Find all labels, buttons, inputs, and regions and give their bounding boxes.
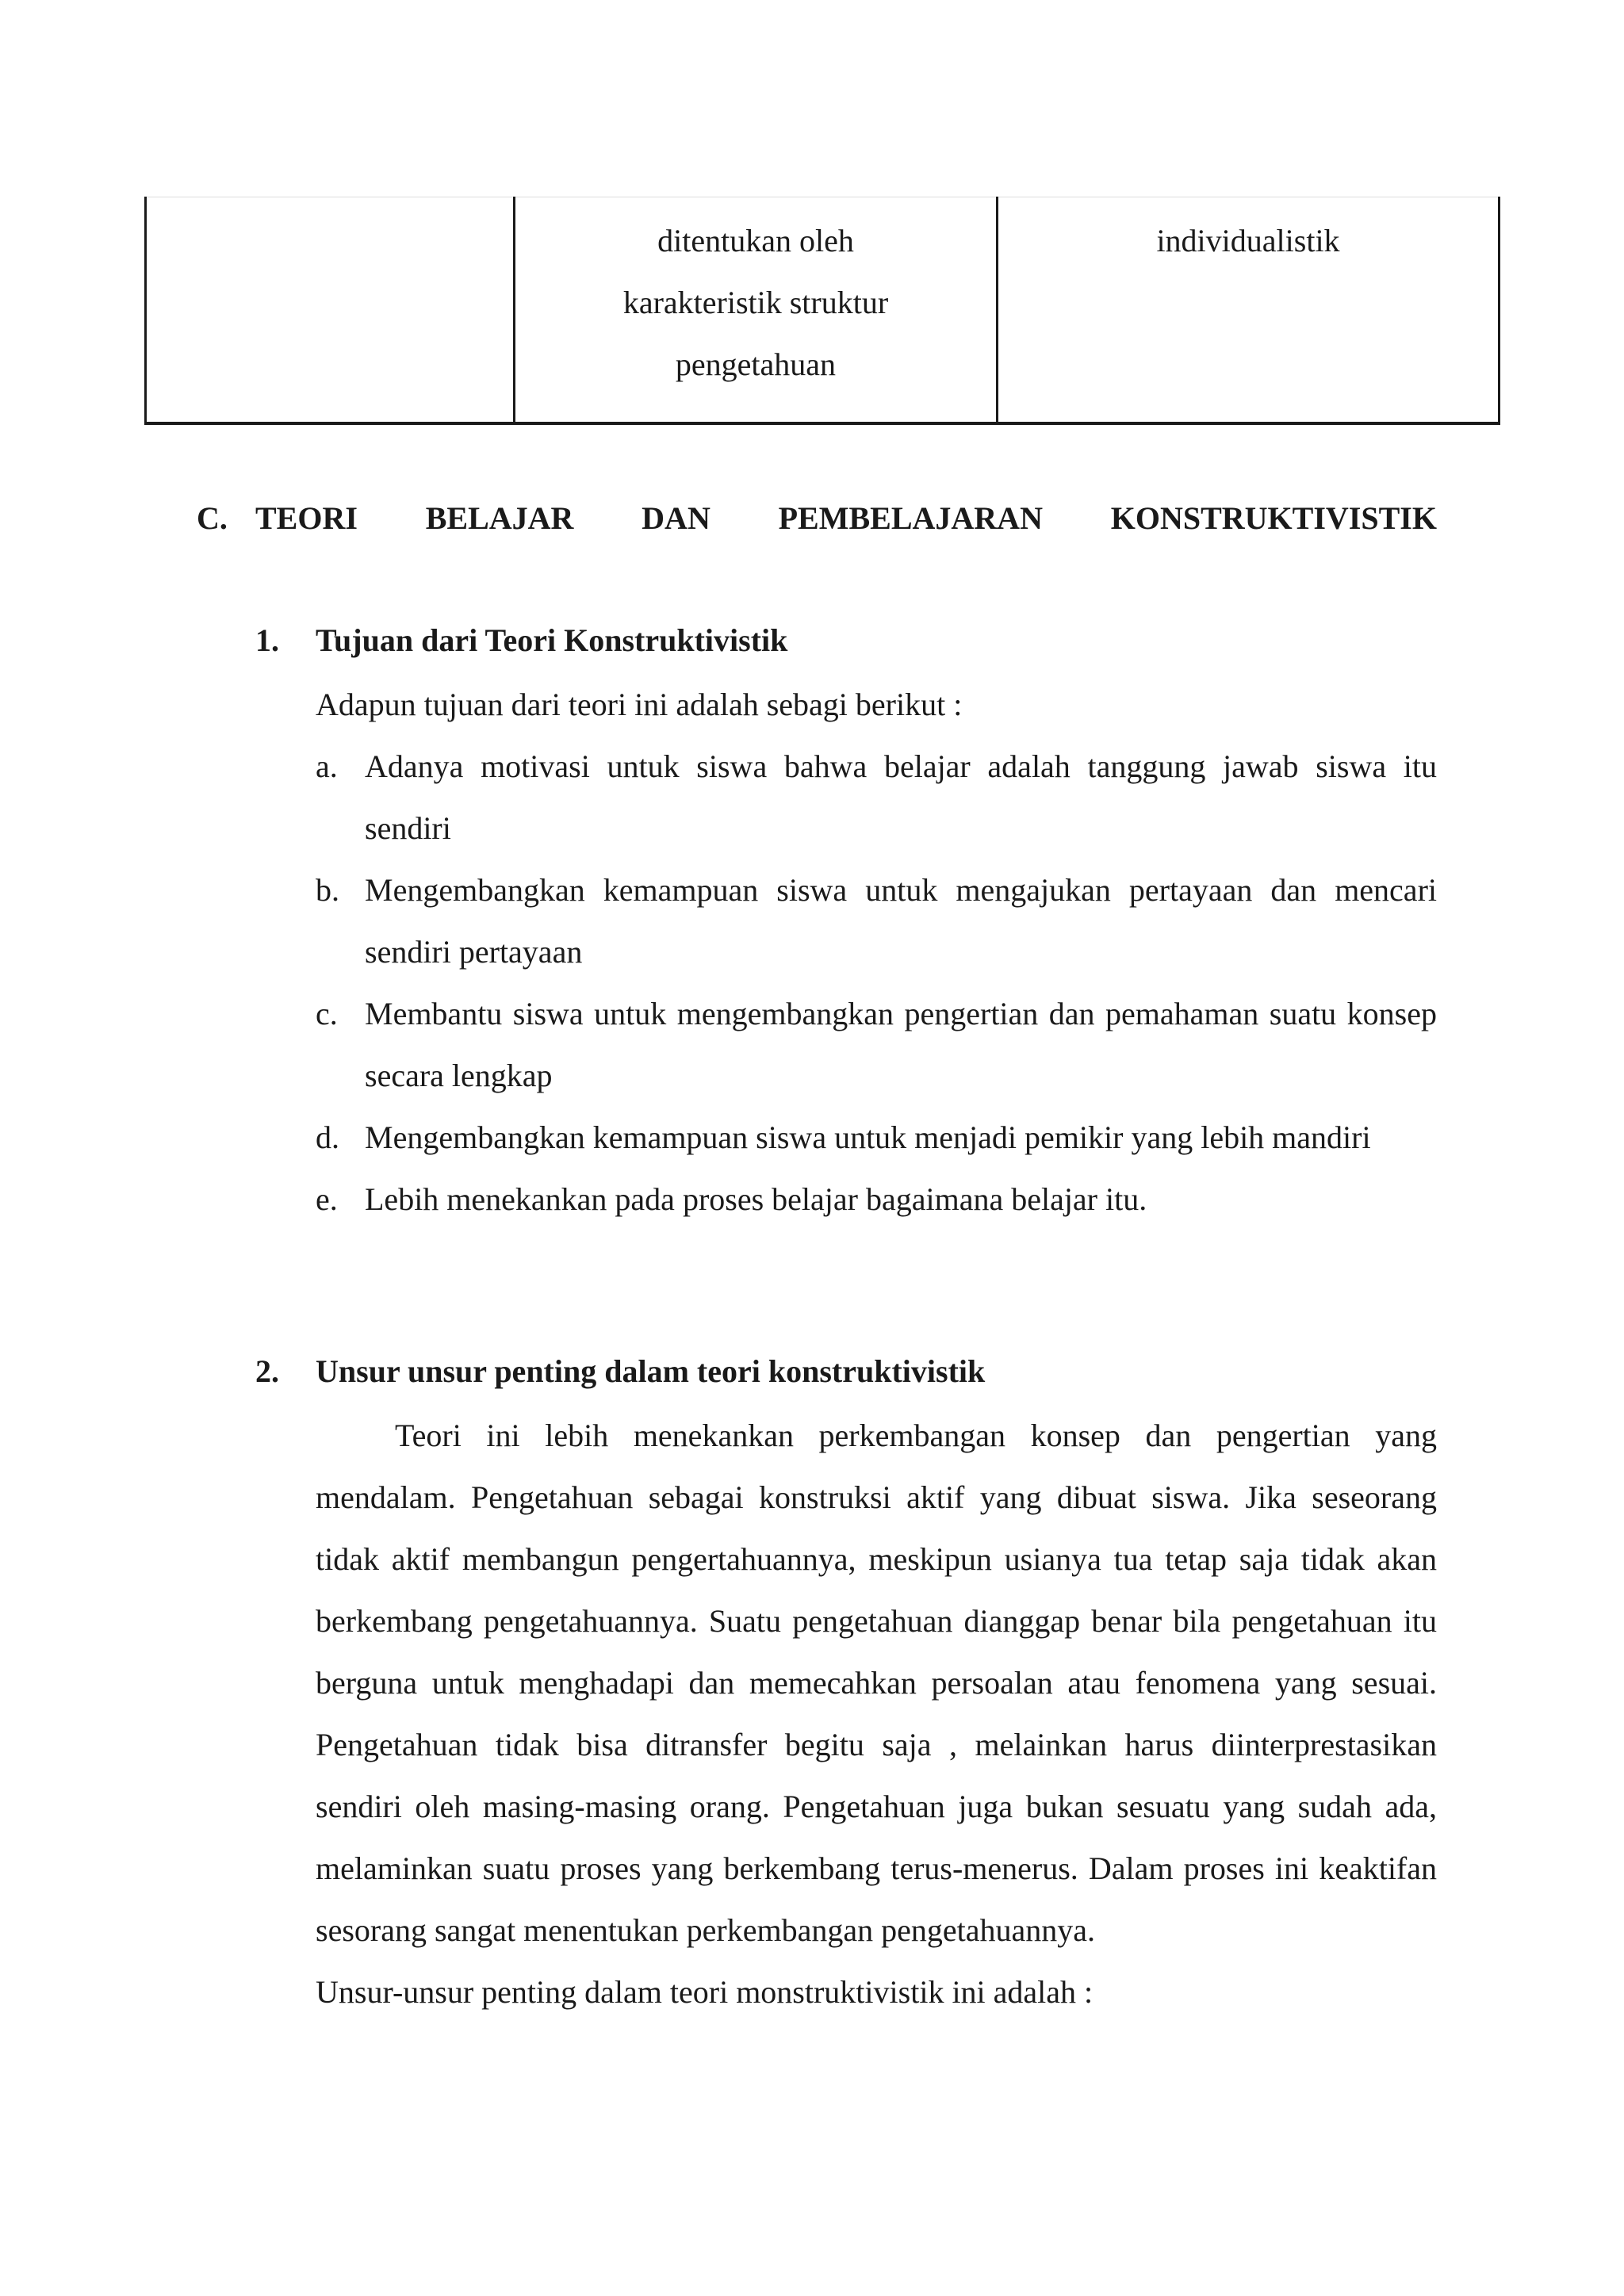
table-cell-line: individualistik — [1156, 223, 1340, 258]
subheading-title: Unsur unsur penting dalam teori konstruktivistik — [316, 1353, 986, 1389]
subheading-number: 1. — [255, 622, 279, 658]
section-title — [255, 495, 1437, 542]
list-item-text: Mengembangkan kemampuan siswa untuk mengajukan pertayaan dan mencari sendiri pertayaan — [365, 872, 1437, 970]
subsection-1-body — [316, 674, 1437, 1230]
list-item-text: Membantu siswa untuk mengembangkan pengertian dan pemahaman suatu konsep secara lengkap — [365, 996, 1437, 1093]
list-item-text: Lebih menekankan pada proses belajar bagaimana belajar itu. — [365, 1181, 1147, 1217]
section-title-word: PEMBELAJARAN — [778, 500, 1043, 536]
table-cell-line: karakteristik struktur — [622, 285, 889, 320]
section-title-word: TEORI — [255, 500, 358, 536]
comparison-table-fragment — [144, 197, 1500, 425]
list-item-text: Mengembangkan kemampuan siswa untuk menjadi pemikir yang lebih mandiri — [365, 1119, 1371, 1155]
list-item — [316, 736, 1437, 859]
table-row — [146, 197, 1500, 424]
subsection-2-body — [316, 1405, 1437, 2023]
list-item — [316, 859, 1437, 983]
list-marker: d. — [316, 1119, 339, 1155]
table-cell-col2 — [515, 197, 998, 424]
subheading-number: 2. — [255, 1353, 279, 1389]
list-marker: b. — [316, 872, 339, 908]
table-cell-col1 — [146, 197, 515, 424]
table-cell-line: pengetahuan — [675, 346, 837, 382]
list-marker: e. — [316, 1181, 338, 1217]
section-title-word: DAN — [642, 500, 710, 536]
table-cell-col3 — [998, 197, 1500, 424]
section-letter: C. — [197, 500, 228, 536]
list-marker: a. — [316, 748, 338, 784]
body-paragraph: Teori ini lebih menekankan perkembangan konsep dan pengertian yang mendalam. Pengetahuan sebagai konstruksi aktif yang dibuat siswa. Jika seseorang tidak aktif membangun pengertahuannya, meskipun usianya tua tetap saja tidak akan berkembang pengetahuannya. Suatu pengetahuan dianggap benar bila pengetahuan itu berguna untuk menghadapi dan memecahkan persoalan atau fenomena yang sesuai. Pengetahuan tidak bisa ditransfer begitu saja , melainkan harus diinterprestasikan sendiri oleh masing-masing orang. Pengetahuan juga bukan sesuatu yang sudah ada, melaminkan suatu proses yang berkembang terus-menerus. Dalam proses ini keaktifan sesorang sangat menentukan perkembangan pengetahuannya. — [316, 1418, 1437, 1948]
subheading-title: Tujuan dari Teori Konstruktivistik — [316, 622, 788, 658]
intro-text: Adapun tujuan dari teori ini adalah sebagi berikut : — [316, 687, 963, 722]
section-title-word: BELAJAR — [425, 500, 574, 536]
list-item — [316, 983, 1437, 1107]
goals-list — [316, 736, 1437, 1230]
list-item — [316, 1169, 1437, 1230]
table-cell-line: ditentukan oleh — [657, 223, 854, 258]
list-item — [316, 1107, 1437, 1169]
section-title-word: KONSTRUKTIVISTIK — [1110, 500, 1437, 536]
list-item-text: Adanya motivasi untuk siswa bahwa belajar adalah tanggung jawab siswa itu sendiri — [365, 748, 1437, 846]
list-marker: c. — [316, 996, 338, 1031]
closing-text: Unsur-unsur penting dalam teori monstruktivistik ini adalah : — [316, 1974, 1094, 2010]
